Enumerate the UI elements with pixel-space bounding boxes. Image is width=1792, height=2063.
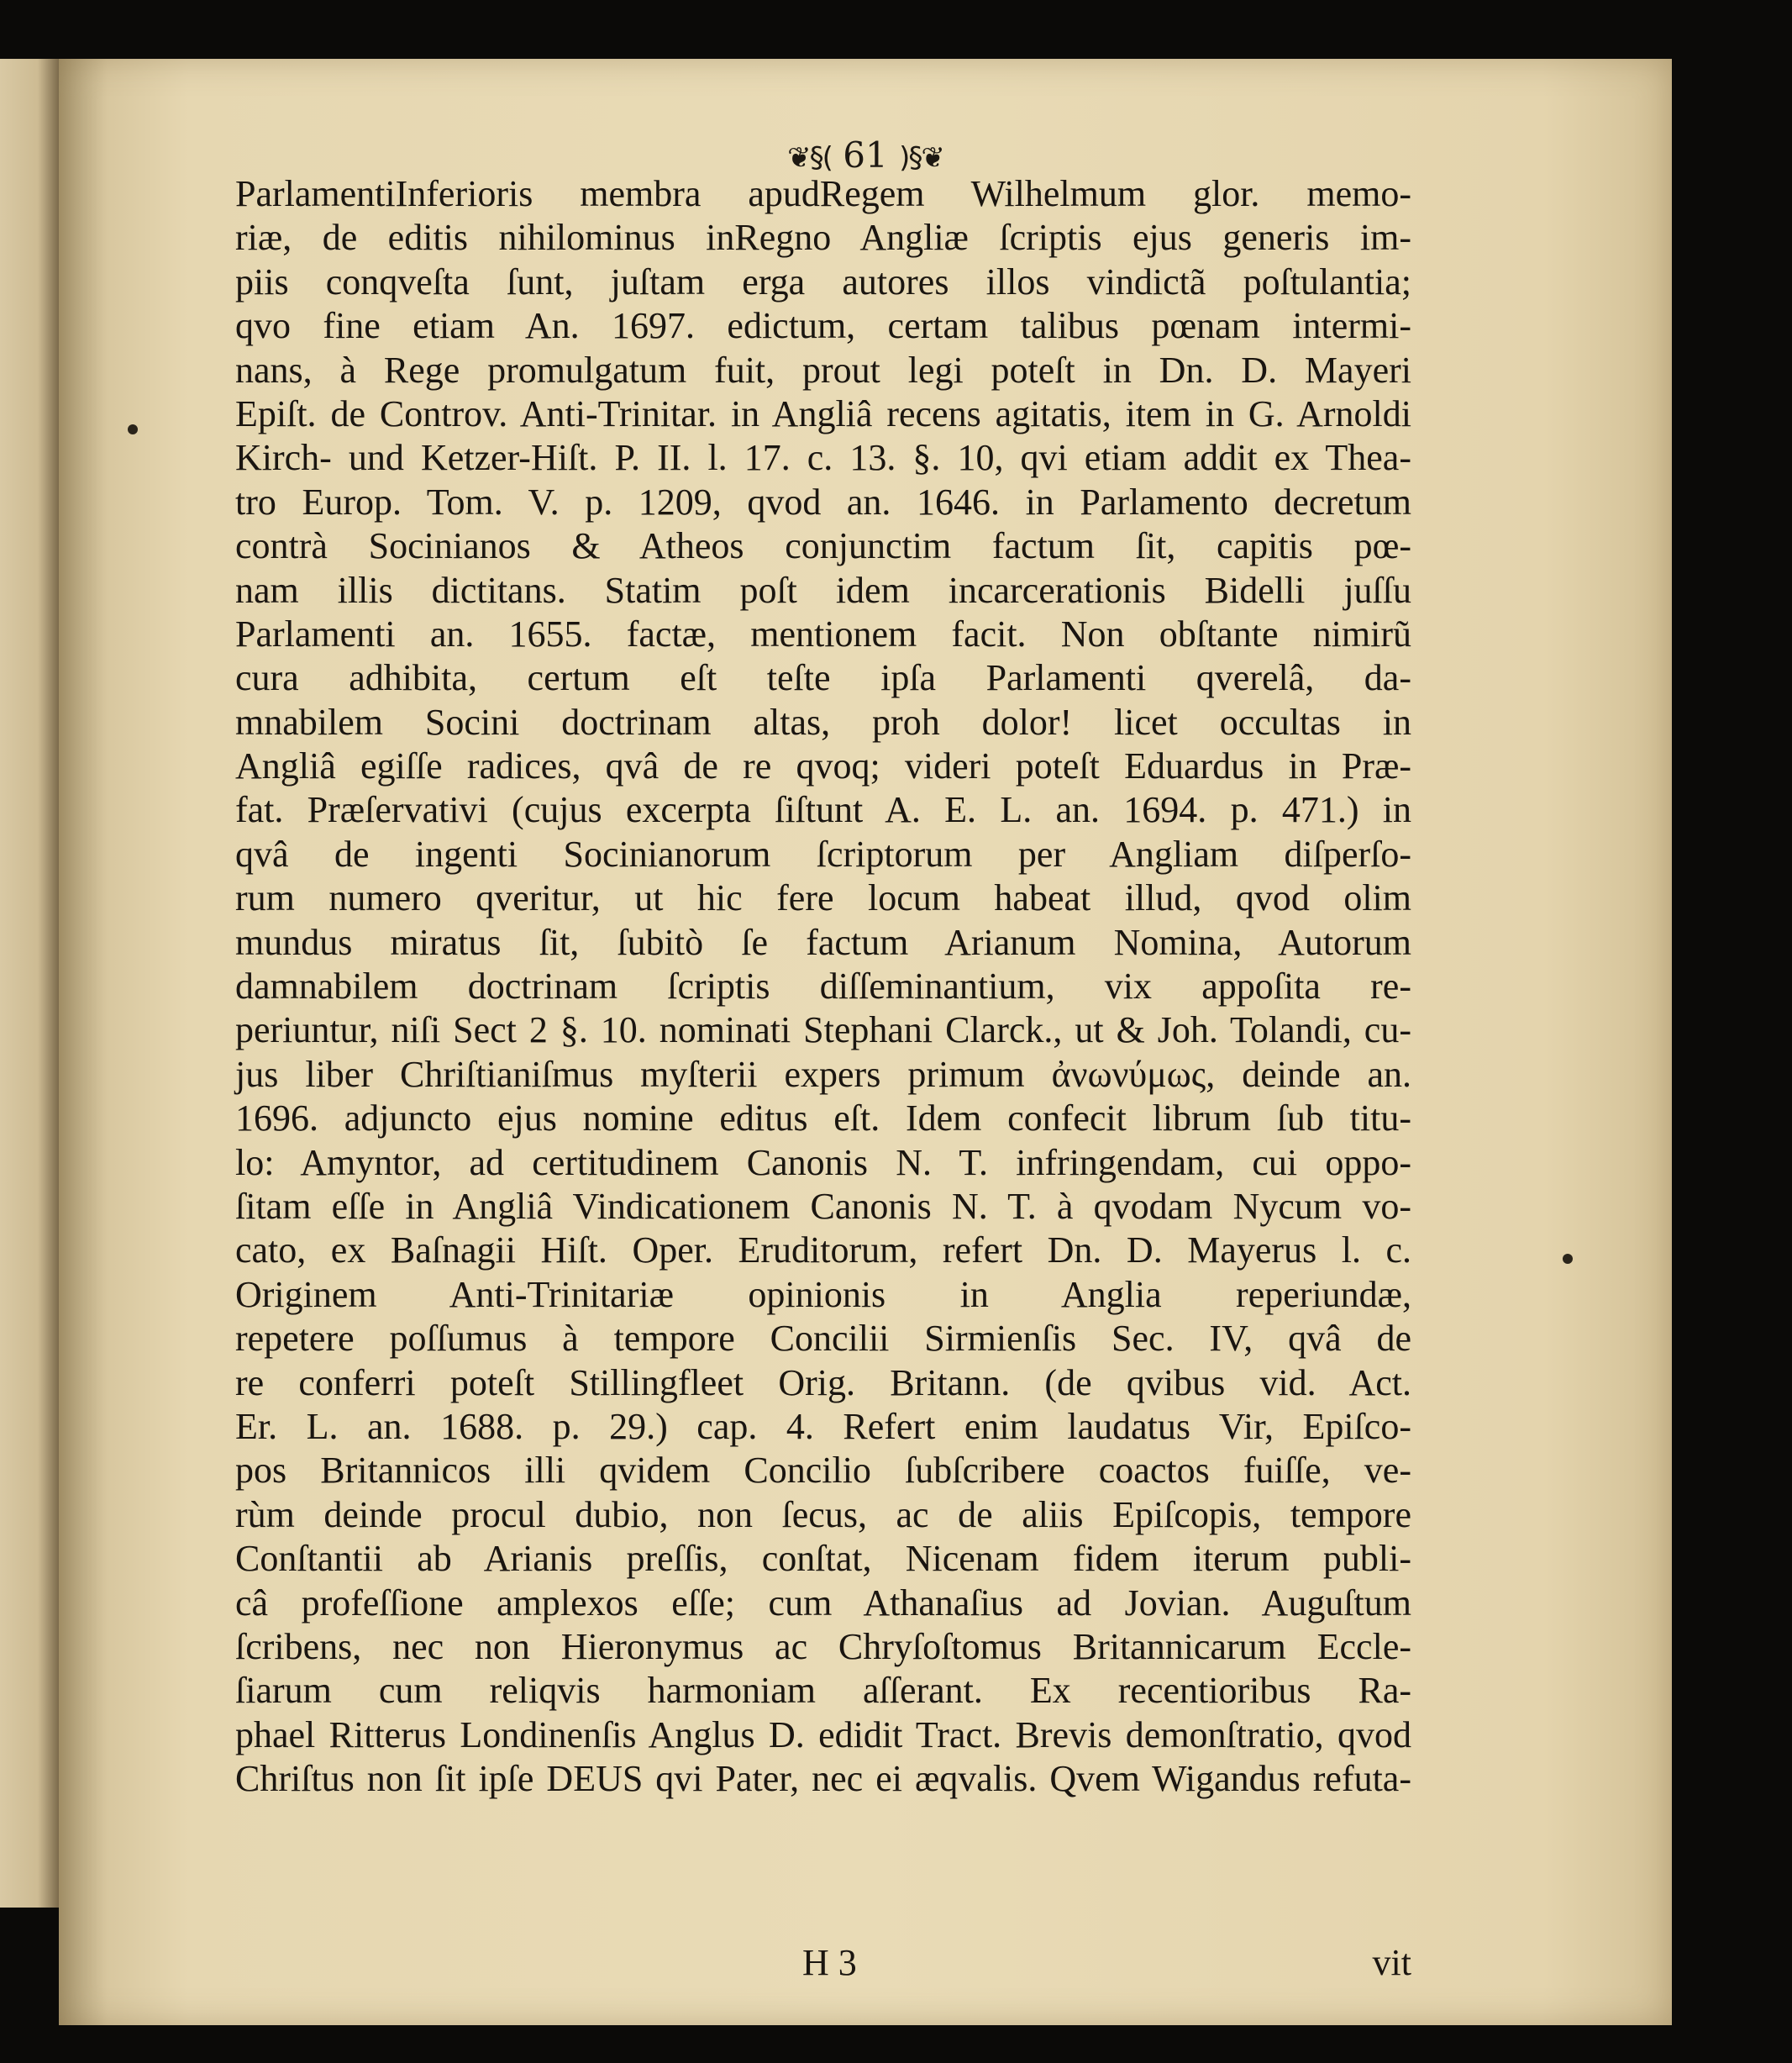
text-line: fat. Præſervativi (cujus excerpta ſiſtunt A. E. L. an. 1694. p. 471.) in xyxy=(235,789,1411,831)
text-line: riæ, de editis nihilominus inRegno Angliæ ſcriptis ejus generis im- xyxy=(235,217,1411,259)
text-line: Conſtantii ab Arianis preſſis, conſtat, Nicenam fidem iterum publi- xyxy=(235,1538,1411,1580)
text-line: câ profeſſione amplexos eſſe; cum Athanaſius ad Jovian. Auguſtum xyxy=(235,1581,1411,1624)
signature-mark: H 3 xyxy=(802,1942,857,1983)
text-line: piis conqveſta ſunt, juſtam erga autores illos vindictã poſtulantia; xyxy=(235,261,1411,303)
ink-spot xyxy=(1563,1254,1573,1264)
text-line: mnabilem Socini doctrinam altas, proh dolor! licet occultas in xyxy=(235,701,1411,743)
text-line: Parlamenti an. 1655. factæ, mentionem facit. Non obſtante nimirũ xyxy=(235,613,1411,655)
ink-spot xyxy=(128,424,138,434)
text-line: pos Britannicos illi qvidem Concilio ſubſcribere coactos fuiſſe, ve- xyxy=(235,1450,1411,1492)
text-line: lo: Amyntor, ad certitudinem Canonis N. T. infringendam, cui oppo- xyxy=(235,1141,1411,1183)
page-number: 61 xyxy=(843,134,888,176)
text-line: phael Ritterus Londinenſis Anglus D. edidit Tract. Brevis demonſtratio, qvod xyxy=(235,1713,1411,1755)
text-line: ParlamentiInferioris membra apudRegem Wilhelmum glor. memo- xyxy=(235,173,1411,214)
text-line: Angliâ egiſſe radices, qvâ de re qvoq; videri poteſt Eduardus in Præ- xyxy=(235,745,1411,787)
text-line: rùm deinde procul dubio, non ſecus, ac de aliis Epiſcopis, tempore xyxy=(235,1493,1411,1535)
text-line: Originem Anti-Trinitariæ opinionis in Anglia reperiundæ, xyxy=(235,1273,1411,1315)
header-ornament-right: )§❦ xyxy=(899,141,943,175)
text-line: qvo fine etiam An. 1697. edictum, certam talibus pœnam intermi- xyxy=(235,305,1411,347)
text-line: Kirch- und Ketzer-Hiſt. P. II. l. 17. c. 13. §. 10, qvi etiam addit ex Thea- xyxy=(235,437,1411,479)
text-line: nans, à Rege promulgatum fuit, prout legi poteſt in Dn. D. Mayeri xyxy=(235,349,1411,391)
book-page xyxy=(59,59,1672,2025)
page-header xyxy=(59,134,1672,176)
text-line: re conferri poteſt Stillingfleet Orig. Britann. (de qvibus vid. Act. xyxy=(235,1361,1411,1403)
text-line: ſiarum cum reliqvis harmoniam aſſerant. Ex recentioribus Ra- xyxy=(235,1670,1411,1712)
text-line: ſcribens, nec non Hieronymus ac Chryſoſtomus Britannicarum Eccle- xyxy=(235,1625,1411,1667)
text-line: 1696. adjuncto ejus nomine editus eſt. Idem confecit librum ſub titu- xyxy=(235,1097,1411,1139)
header-ornament-left: ❦§( xyxy=(787,141,832,175)
text-line: ſitam eſſe in Angliâ Vindicationem Canonis N. T. à qvodam Nycum vo- xyxy=(235,1185,1411,1227)
text-line: jus liber Chriſtianiſmus myſterii expers primum ἀνωνύμως, deinde an. xyxy=(235,1053,1411,1095)
text-line: Epiſt. de Controv. Anti-Trinitar. in Angliâ recens agitatis, item in G. Arnoldi xyxy=(235,392,1411,434)
text-line: qvâ de ingenti Socinianorum ſcriptorum per Angliam diſperſo- xyxy=(235,833,1411,875)
text-line: nam illis dictitans. Statim poſt idem incarcerationis Bidelli juſſu xyxy=(235,569,1411,611)
text-line: cura adhibita, certum eſt teſte ipſa Parlamenti qverelâ, da- xyxy=(235,657,1411,699)
text-line: Chriſtus non ſit ipſe DEUS qvi Pater, nec ei æqvalis. Qvem Wigandus refuta- xyxy=(235,1758,1411,1800)
text-line: damnabilem doctrinam ſcriptis diſſeminantium, vix appoſita re- xyxy=(235,966,1411,1008)
catchword: vit xyxy=(1372,1942,1411,1983)
body-text xyxy=(235,172,1411,1801)
text-line: contrà Socinianos & Atheos conjunctim factum ſit, capitis pœ- xyxy=(235,525,1411,567)
text-line: rum numero qveritur, ut hic fere locum habeat illud, qvod olim xyxy=(235,877,1411,919)
page-footer xyxy=(235,1941,1411,1985)
text-line: periuntur, niſi Sect 2 §. 10. nominati Stephani Clarck., ut & Joh. Tolandi, cu- xyxy=(235,1009,1411,1051)
previous-page-edge xyxy=(0,59,63,1908)
text-line: Er. L. an. 1688. p. 29.) cap. 4. Refert enim laudatus Vir, Epiſco- xyxy=(235,1405,1411,1447)
text-line: repetere poſſumus à tempore Concilii Sirmienſis Sec. IV, qvâ de xyxy=(235,1318,1411,1360)
text-line: cato, ex Baſnagii Hiſt. Oper. Eruditorum, refert Dn. D. Mayerus l. c. xyxy=(235,1229,1411,1271)
text-line: tro Europ. Tom. V. p. 1209, qvod an. 1646. in Parlamento decretum xyxy=(235,481,1411,523)
text-line: mundus miratus ſit, ſubitò ſe factum Arianum Nomina, Autorum xyxy=(235,921,1411,963)
